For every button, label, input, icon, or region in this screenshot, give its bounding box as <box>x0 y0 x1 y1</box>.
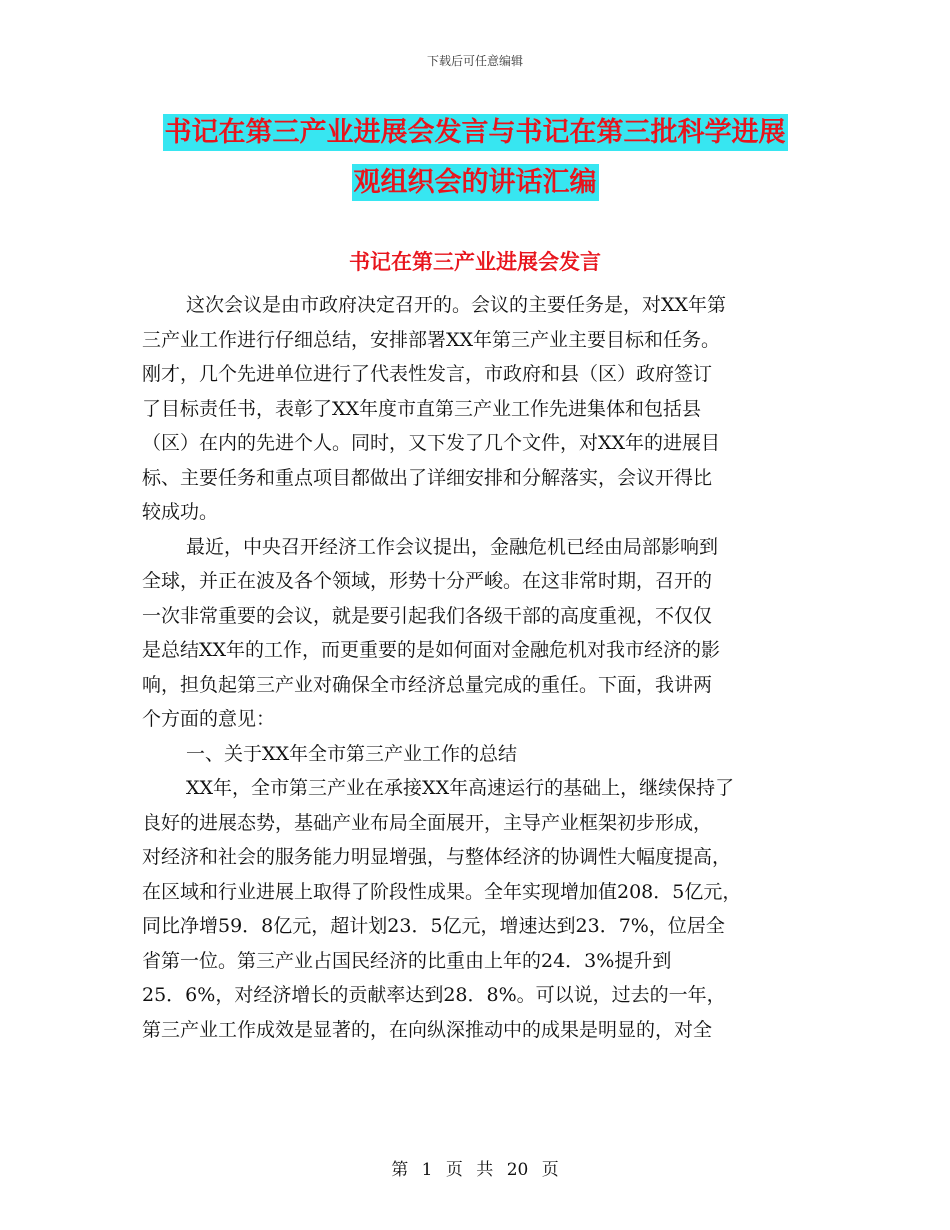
header-note: 下载后可任意编辑 <box>426 54 523 68</box>
page-footer: 第 1 页 共 20 页 <box>391 1160 559 1180</box>
text-line: 是总结XX年的工作，而更重要的是如何面对金融危机对我市经济的影 <box>142 639 721 661</box>
body-text <box>142 288 822 1047</box>
section-heading: 一、关于XX年全市第三产业工作的总结 <box>186 742 518 765</box>
text-line: 刚才，几个先进单位进行了代表性发言，市政府和县（区）政府签订 <box>142 363 713 385</box>
text-line: 了目标责任书，表彰了XX年度市直第三产业工作先进集体和包括县 <box>142 397 702 420</box>
text-line: 响，担负起第三产业对确保全市经济总量完成的重任。下面，我讲两 <box>142 673 713 696</box>
text-line: 全球，并正在波及各个领域，形势十分严峻。在这非常时期，召开的 <box>142 570 713 592</box>
section-title: 书记在第三产业进展会发言 <box>349 249 601 274</box>
text-line: 同比净增59．8亿元，超计划23．5亿元，增速达到23．7%，位居全 <box>142 915 725 937</box>
text-line: XX年，全市第三产业在承接XX年高速运行的基础上，继续保持了 <box>186 777 735 799</box>
text-line: 在区域和行业进展上取得了阶段性成果。全年实现增加值208．5亿元， <box>142 880 742 903</box>
text-line: 这次会议是由市政府决定召开的。会议的主要任务是，对XX年第 <box>186 294 727 316</box>
text-line: 省第一位。第三产业占国民经济的比重由上年的24．3%提升到 <box>142 949 672 972</box>
text-line: 对经济和社会的服务能力明显增强，与整体经济的协调性大幅度提高， <box>142 846 732 868</box>
text-line: 一次非常重要的会议，就是要引起我们各级干部的高度重视，不仅仅 <box>142 604 713 627</box>
text-line: 第三产业工作成效是显著的，在向纵深推动中的成果是明显的，对全 <box>142 1018 713 1041</box>
text-line: 最近，中央召开经济工作会议提出，金融危机已经由局部影响到 <box>186 535 719 558</box>
text-line: 三产业工作进行仔细总结，安排部署XX年第三产业主要目标和任务。 <box>142 328 721 351</box>
text-line: 标、主要任务和重点项目都做出了详细安排和分解落实，会议开得比 <box>142 466 713 489</box>
title-line-2: 观组织会的讲话汇编 <box>352 164 599 201</box>
text-line: 较成功。 <box>142 501 219 523</box>
text-line: 良好的进展态势，基础产业布局全面展开，主导产业框架初步形成， <box>142 811 713 834</box>
text-line: 个方面的意见： <box>142 708 276 730</box>
title-line-1: 书记在第三产业进展会发言与书记在第三批科学进展 <box>163 114 788 151</box>
document-title <box>140 108 810 208</box>
text-line: （区）在内的先进个人。同时，又下发了几个文件，对XX年的进展目 <box>142 432 721 454</box>
text-line: 25．6%，对经济增长的贡献率达到28．8%。可以说，过去的一年， <box>142 984 726 1006</box>
